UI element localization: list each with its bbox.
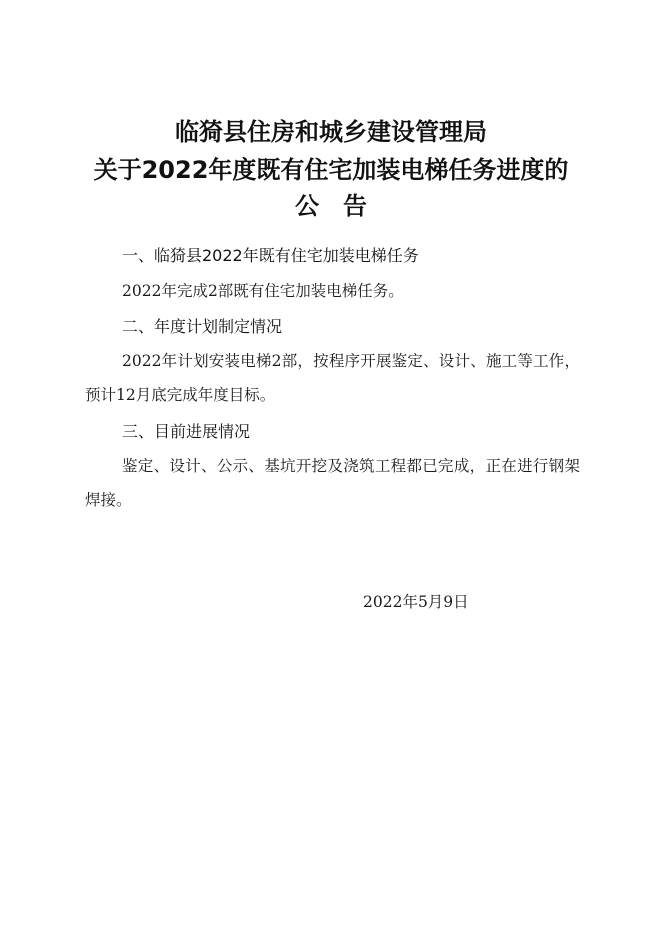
- document-date: 2022年5月9日: [363, 593, 469, 611]
- section-heading-1: 一、临猗县2022年既有住宅加装电梯任务: [122, 246, 419, 265]
- document-title-line2: 关于2022年度既有住宅加装电梯任务进度的: [93, 156, 569, 184]
- section-heading-2: 二、年度计划制定情况: [122, 317, 283, 336]
- section-body-1: 2022年完成2部既有住宅加装电梯任务。: [122, 282, 404, 300]
- document-title-line3: 公告: [295, 192, 391, 220]
- section-heading-3: 三、目前进展情况: [122, 422, 251, 441]
- document-title-line1: 临猗县住房和城乡建设管理局: [175, 118, 487, 146]
- section-body-2: 2022年计划安装电梯2部，按程序开展鉴定、设计、施工等工作，预计12月底完成年度目标。: [85, 352, 580, 404]
- section-body-3: 鉴定、设计、公示、基坑开挖及浇筑工程都已完成，正在进行钢架焊接。: [85, 457, 580, 509]
